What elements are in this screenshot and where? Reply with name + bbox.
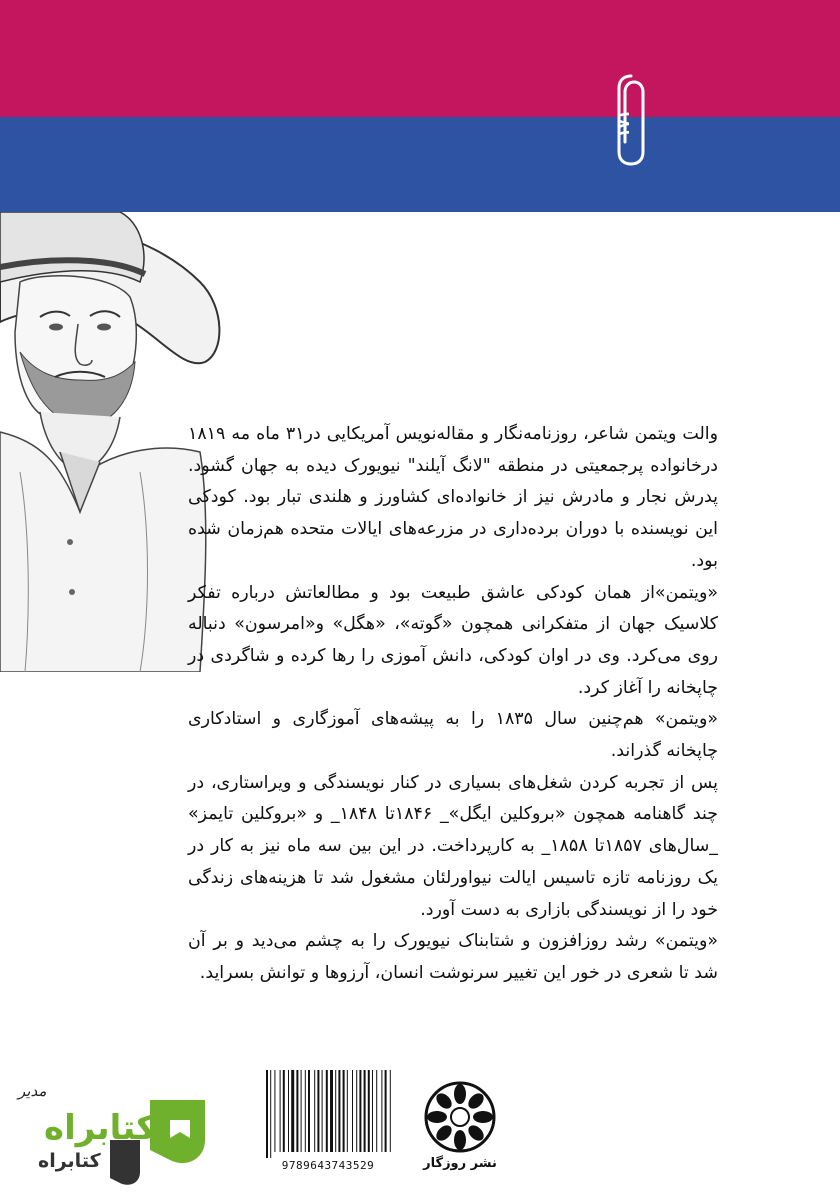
barcode-bar	[288, 1070, 289, 1152]
barcode-bars	[262, 1070, 394, 1158]
barcode-bar	[372, 1070, 373, 1152]
signature-mark: مدیر	[18, 1082, 47, 1100]
barcode-bar	[280, 1070, 281, 1152]
barcode-bar	[359, 1070, 361, 1152]
barcode-bar	[352, 1070, 353, 1152]
back-cover-blurb	[188, 419, 718, 990]
barcode-bar	[376, 1070, 377, 1152]
barcode-bar	[381, 1070, 382, 1152]
barcode-bar	[326, 1070, 328, 1152]
series-number: ۱۷۱	[615, 110, 633, 138]
store-name: کتابراه	[44, 1108, 157, 1148]
barcode-bar	[266, 1070, 268, 1158]
barcode-bar	[308, 1070, 310, 1152]
barcode-bar	[274, 1070, 275, 1152]
barcode-bar	[390, 1070, 391, 1152]
top-color-band	[0, 0, 840, 117]
barcode-bar	[343, 1070, 345, 1152]
blurb-paragraph: «ویتمن»از همان کودکی عاشق طبیعت بود و مطالعاتش درباره تفکر کلاسیک جهان از متفکرانی همچون «گوته»، «هگل» و«امرسون» دنباله روی می‌کرد. وی در اوان کودکی، دانش آموزی را رها کرده و شاگردی در چاپخانه را آغاز کرد.	[188, 582, 718, 698]
barcode-bar	[283, 1070, 285, 1152]
barcode-bar	[368, 1070, 370, 1152]
publisher-logo	[420, 1080, 500, 1180]
barcode-bar	[270, 1070, 271, 1158]
barcode-bar	[291, 1070, 294, 1152]
barcode-bar	[347, 1070, 348, 1152]
store-name-small: کتابراه	[38, 1150, 101, 1172]
blurb-paragraph: «ویتمن» هم‌چنین سال ۱۸۳۵ را به پیشه‌های آموزگاری و استادکاری چاپخانه گذراند.	[188, 709, 718, 762]
barcode-bar	[364, 1070, 366, 1152]
barcode-bar	[314, 1070, 315, 1152]
isbn-digits: 9789643743529	[281, 1159, 375, 1172]
isbn-barcode	[262, 1070, 394, 1174]
barcode-bar	[385, 1070, 387, 1152]
publisher-name: نشر روزگار	[423, 1156, 497, 1171]
barcode-bar	[305, 1070, 306, 1152]
barcode-bar	[317, 1070, 319, 1152]
blurb-paragraph: والت ویتمن شاعر، روزنامه‌نگار و مقاله‌نویس آمریکایی در۳۱ ماه مه ۱۸۱۹ درخانواده پرجمعیتی در منطقه "لانگ آیلند" نیویورک دیده به جهان گشود. پدرش نجار و مادرش نیز از خانواده‌ای کشاورز و هلندی تبار بود. کودکی این نویسنده با دوران برده‌داری در مزرعه‌های ایالات متحده هم‌زمان شده بود.	[188, 424, 718, 571]
publisher-flower-emblem	[420, 1080, 500, 1154]
barcode-bar	[296, 1070, 298, 1152]
blurb-paragraph: «ویتمن» رشد روزافزون و شتابناک نیویورک را به چشم می‌دید و بر آن شد تا شعری در خور این تغییر سرنوشت انسان، آرزوها و توانش بسراید.	[188, 931, 718, 983]
barcode-bar	[330, 1070, 333, 1152]
barcode-bar	[338, 1070, 340, 1152]
barcode-bar	[322, 1070, 323, 1152]
bottom-color-band	[0, 117, 840, 212]
barcode-bar	[301, 1070, 302, 1152]
blurb-paragraph: پس از تجربه کردن شغل‌های بسیاری در کنار نویسندگی و ویراستاری، در چند گاهنامه همچون «بروکلین ایگل»_ ۱۸۴۶تا ۱۸۴۸_ و «بروکلین تایمز» _سال‌های ۱۸۵۷تا ۱۸۵۸_ به کارپرداخت. در این بین سه ماه نیز به کار در یک روزنامه تازه تاسیس ایالت نیواورلئان مشغول شد تا هزینه‌های زندگی خود را از نویسندگی بازاری به دست آورد.	[188, 772, 719, 920]
barcode-bar	[356, 1070, 357, 1152]
series-badge	[615, 72, 647, 168]
barcode-bar	[335, 1070, 336, 1152]
